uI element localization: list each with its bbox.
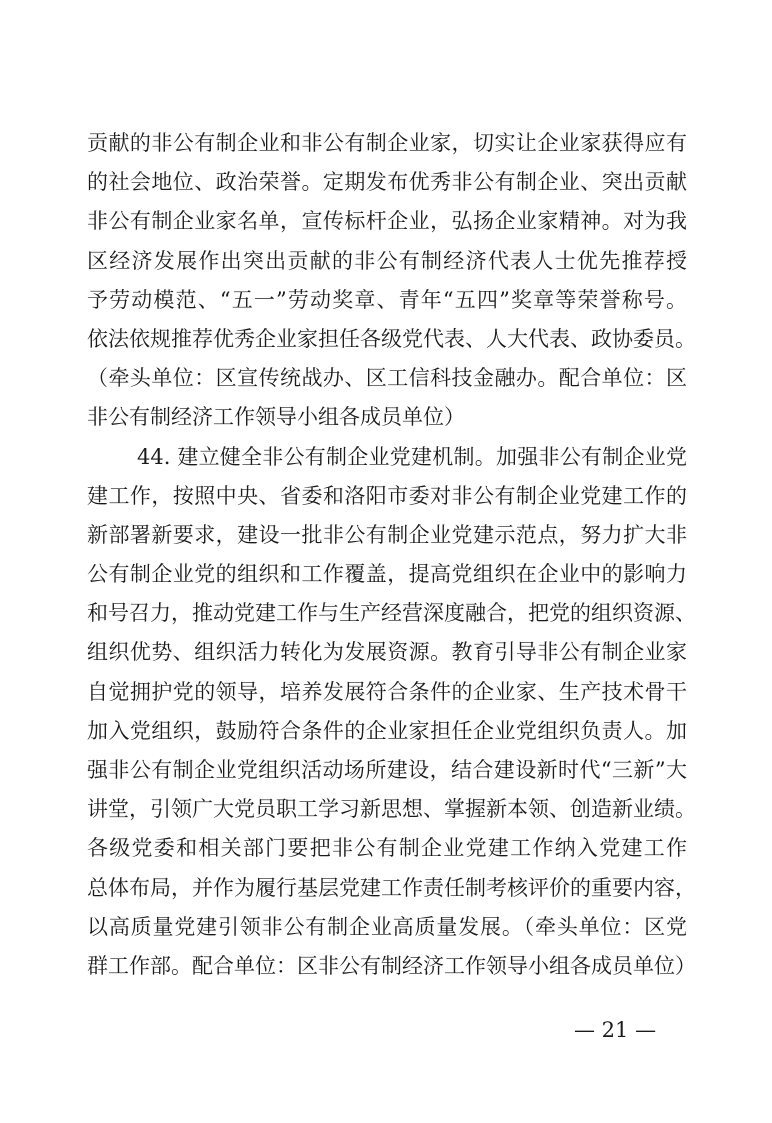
text-line: 予劳动模范、“五一”劳动奖章、青年“五四”奖章等荣誉称号。 (87, 287, 687, 312)
text-line: 的社会地位、政治荣誉。定期发布优秀非公有制企业、突出贡献 (87, 170, 687, 195)
text-line: 和号召力，推动党建工作与生产经营深度融合，把党的组织资源、 (87, 601, 696, 626)
body-text (87, 124, 696, 986)
text-line: 自觉拥护党的领导，培养发展符合条件的企业家、生产技术骨干 (87, 679, 687, 704)
text-line: 群工作部。配合单位：区非公有制经济工作领导小组各成员单位） (87, 953, 696, 978)
page-number: — 21 — (574, 1018, 657, 1042)
text-line: 区经济发展作出突出贡献的非公有制经济代表人士优先推荐授 (87, 248, 687, 273)
text-line: 各级党委和相关部门要把非公有制企业党建工作纳入党建工作 (87, 836, 687, 861)
text-line: 强非公有制企业党组织活动场所建设，结合建设新时代“三新”大 (87, 758, 687, 782)
text-line: 建工作，按照中央、省委和洛阳市委对非公有制企业党建工作的 (87, 483, 687, 508)
text-line: 总体布局，并作为履行基层党建工作责任制考核评价的重要内容， (87, 875, 696, 900)
text-line: 新部署新要求，建设一批非公有制企业党建示范点，努力扩大非 (87, 522, 687, 547)
text-line: 依法依规推荐优秀企业家担任各级党代表、人大代表、政协委员。 (87, 326, 696, 351)
text-line: 贡献的非公有制企业和非公有制企业家，切实让企业家获得应有 (87, 131, 687, 155)
text-line: 非公有制企业家名单，宣传标杆企业，弘扬企业家精神。对为我 (87, 209, 687, 234)
item-44-heading-line: 44. 建立健全非公有制企业党建机制。加强非公有制企业党 (137, 444, 687, 469)
text-line: （牵头单位：区宣传统战办、区工信科技金融办。配合单位：区 (87, 366, 687, 391)
text-line: 讲堂，引领广大党员职工学习新思想、掌握新本领、创造新业绩。 (87, 797, 696, 822)
text-line: 公有制企业党的组织和工作覆盖，提高党组织在企业中的影响力 (87, 562, 687, 587)
text-line: 以高质量党建引领非公有制企业高质量发展。（牵头单位：区党 (87, 914, 687, 939)
text-line: 组织优势、组织活力转化为发展资源。教育引导非公有制企业家 (87, 640, 687, 665)
text-line: 加入党组织，鼓励符合条件的企业家担任企业党组织负责人。加 (87, 718, 687, 743)
text-line: 非公有制经济工作领导小组各成员单位） (87, 405, 465, 430)
